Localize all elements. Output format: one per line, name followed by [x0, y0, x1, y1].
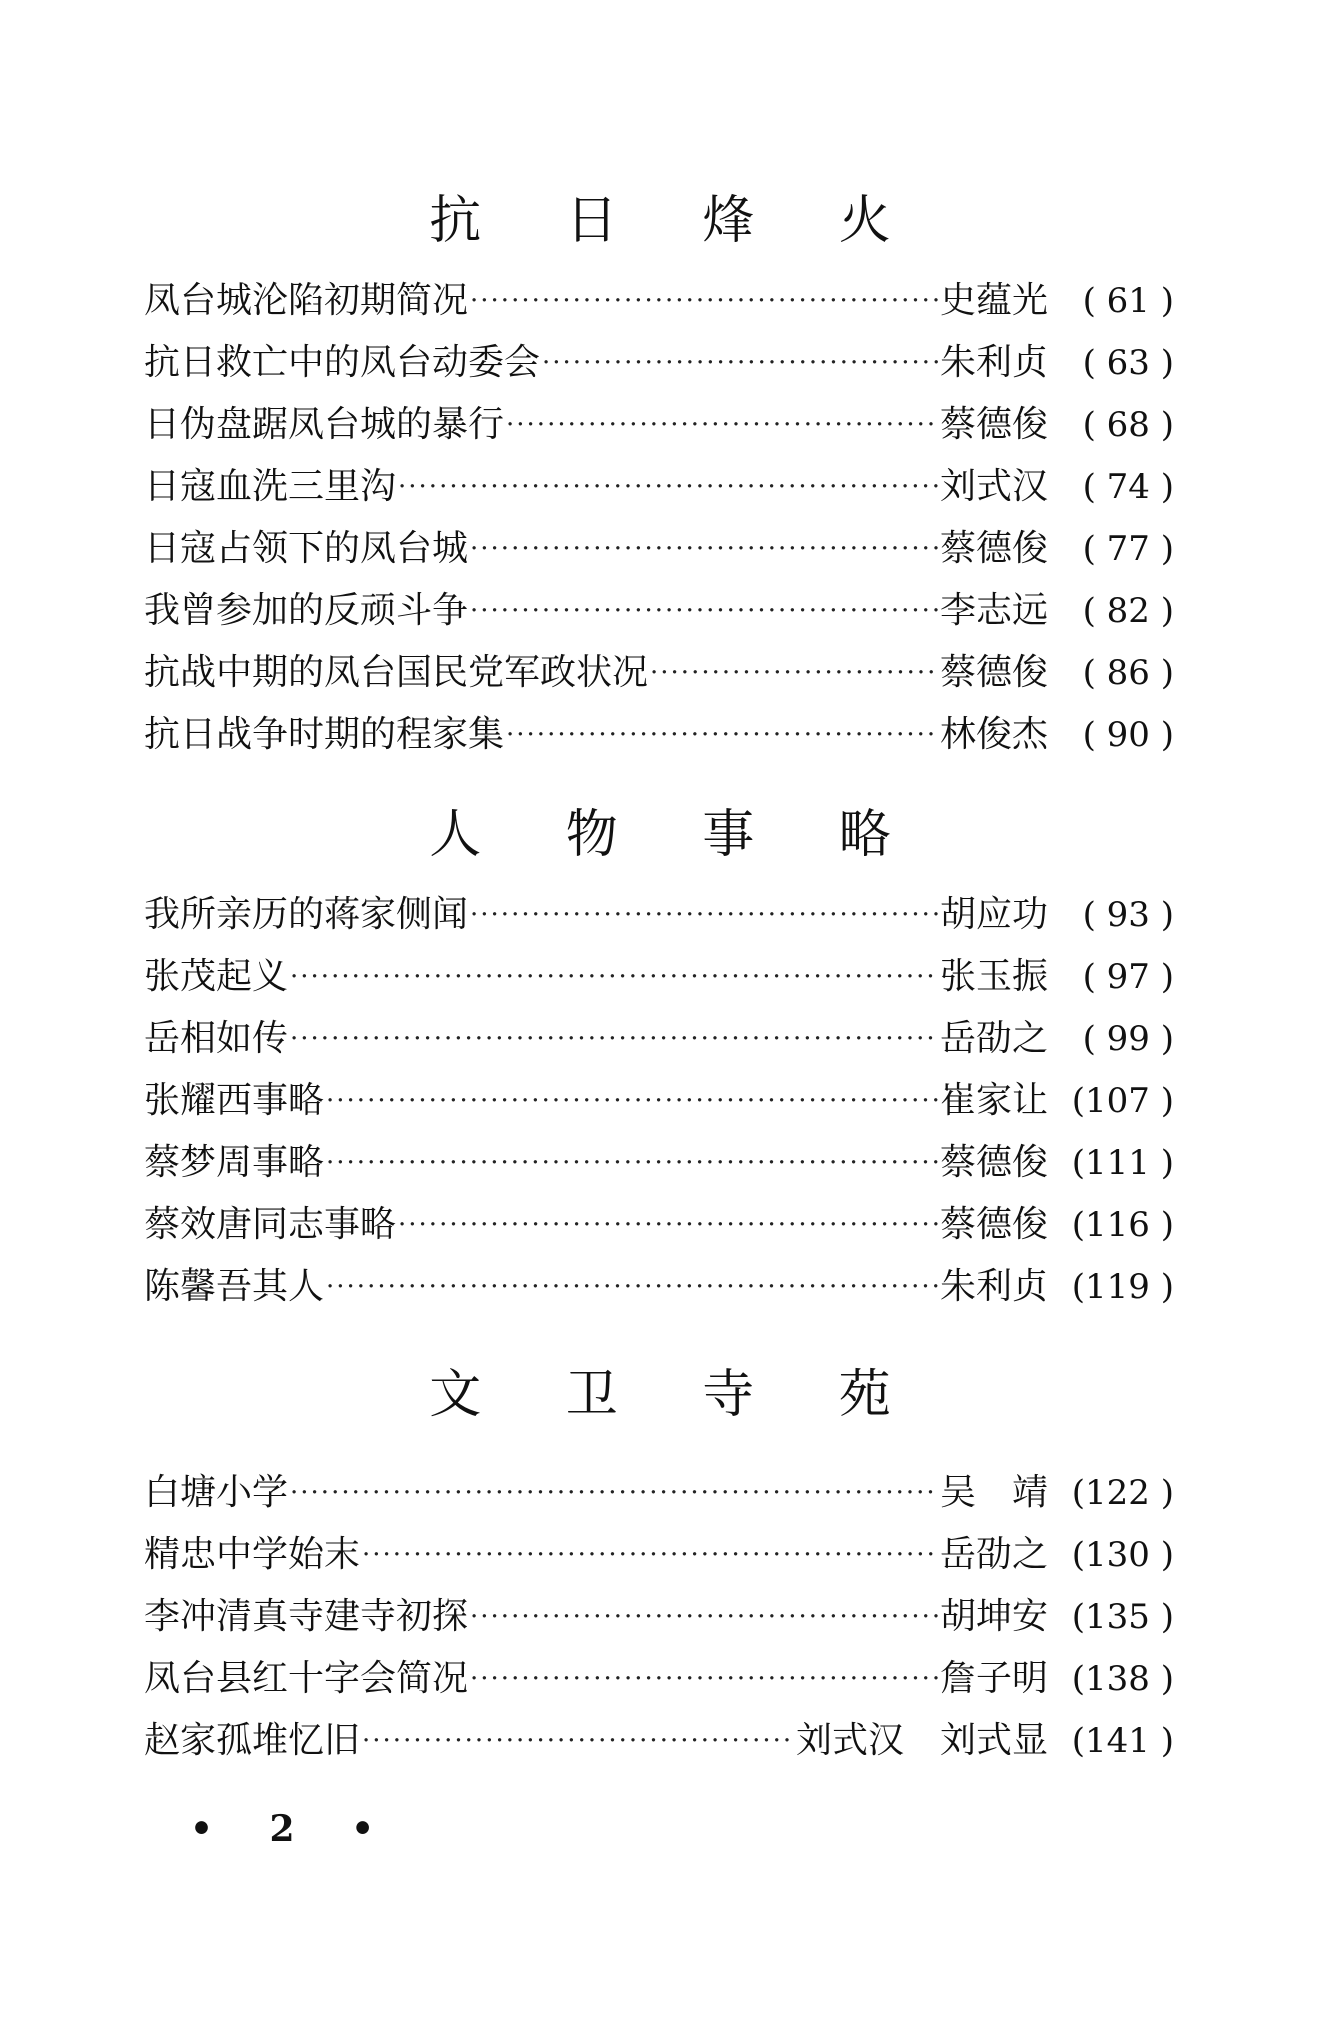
entry-title: 凤台县红十字会简况 — [144, 1658, 469, 1699]
entry-title: 日伪盘踞凤台城的暴行 — [144, 404, 505, 445]
entry-title: 我曾参加的反顽斗争 — [144, 590, 469, 631]
leader-dots — [650, 642, 938, 704]
toc-entry[interactable] — [144, 1648, 1174, 1710]
entry-page: (138 ) — [1071, 1659, 1174, 1699]
toc-entry[interactable] — [144, 1132, 1174, 1194]
toc-entry[interactable] — [144, 1194, 1174, 1256]
entry-author: 林俊杰 — [939, 714, 1048, 755]
entry-page: ( 74 ) — [1082, 467, 1174, 507]
toc-list-renwu — [144, 884, 1174, 1318]
entry-page: (141 ) — [1071, 1721, 1174, 1761]
entry-page: ( 61 ) — [1082, 281, 1174, 321]
entry-author: 李志远 — [939, 590, 1048, 631]
entry-author: 刘式汉 刘式显 — [795, 1720, 1048, 1761]
entry-title: 我所亲历的蒋家侧闻 — [144, 894, 469, 935]
entry-title: 李冲清真寺建寺初探 — [144, 1596, 469, 1637]
section-title-kangri: 抗 日 烽 火 — [429, 191, 925, 251]
toc-entry[interactable] — [144, 518, 1174, 580]
entry-author: 蔡德俊 — [939, 404, 1048, 445]
entry-author: 胡坤安 — [939, 1596, 1048, 1637]
entry-page: ( 93 ) — [1082, 895, 1174, 935]
entry-author: 岳劭之 — [939, 1534, 1048, 1575]
entry-title: 凤台城沦陷初期简况 — [144, 280, 469, 321]
toc-entry[interactable] — [144, 1008, 1174, 1070]
toc-entry[interactable] — [144, 580, 1174, 642]
entry-author: 岳劭之 — [939, 1018, 1048, 1059]
entry-author: 吴 靖 — [939, 1472, 1048, 1513]
toc-entry[interactable] — [144, 456, 1174, 518]
entry-page: (119 ) — [1071, 1267, 1174, 1307]
entry-page: (107 ) — [1071, 1081, 1174, 1121]
section-title-wenwei: 文 卫 寺 苑 — [429, 1365, 925, 1425]
entry-author: 蔡德俊 — [939, 1204, 1048, 1245]
toc-entry[interactable] — [144, 1710, 1174, 1772]
leader-dots — [290, 1462, 938, 1524]
entry-author: 张玉振 — [939, 956, 1048, 997]
entry-author: 詹子明 — [939, 1658, 1048, 1699]
toc-entry[interactable] — [144, 884, 1174, 946]
leader-dots — [326, 1132, 938, 1194]
leader-dots — [506, 704, 938, 766]
entry-author: 刘式汉 — [939, 466, 1048, 507]
entry-title: 抗战中期的凤台国民党军政状况 — [144, 652, 649, 693]
leader-dots — [398, 456, 938, 518]
entry-page: ( 63 ) — [1082, 343, 1174, 383]
entry-author: 蔡德俊 — [939, 528, 1048, 569]
entry-title: 日寇占领下的凤台城 — [144, 528, 469, 569]
toc-entry[interactable] — [144, 270, 1174, 332]
entry-author: 朱利贞 — [939, 342, 1048, 383]
entry-page: (122 ) — [1071, 1473, 1174, 1513]
leader-dots — [398, 1194, 938, 1256]
leader-dots — [470, 580, 938, 642]
toc-entry[interactable] — [144, 332, 1174, 394]
toc-entry[interactable] — [144, 1070, 1174, 1132]
toc-entry[interactable] — [144, 1462, 1174, 1524]
leader-dots — [362, 1524, 938, 1586]
entry-page: ( 86 ) — [1082, 653, 1174, 693]
entry-page: (111 ) — [1071, 1143, 1174, 1183]
entry-title: 张茂起义 — [144, 956, 289, 997]
entry-title: 张耀西事略 — [144, 1080, 325, 1121]
entry-page: ( 68 ) — [1082, 405, 1174, 445]
entry-title: 岳相如传 — [144, 1018, 289, 1059]
entry-page: ( 82 ) — [1082, 591, 1174, 631]
leader-dots — [290, 1008, 938, 1070]
entry-page: ( 77 ) — [1082, 529, 1174, 569]
section-title-renwu: 人 物 事 略 — [429, 805, 925, 865]
toc-entry[interactable] — [144, 642, 1174, 704]
leader-dots — [470, 884, 938, 946]
toc-entry[interactable] — [144, 704, 1174, 766]
entry-title: 白塘小学 — [144, 1472, 289, 1513]
entry-author: 朱利贞 — [939, 1266, 1048, 1307]
entry-title: 日寇血洗三里沟 — [144, 466, 397, 507]
leader-dots — [542, 332, 938, 394]
toc-entry[interactable] — [144, 1256, 1174, 1318]
entry-title: 蔡梦周事略 — [144, 1142, 325, 1183]
toc-entry[interactable] — [144, 946, 1174, 1008]
page-number: • 2 • — [190, 1808, 397, 1850]
toc-entry[interactable] — [144, 1524, 1174, 1586]
entry-page: (116 ) — [1071, 1205, 1174, 1245]
entry-page: (135 ) — [1071, 1597, 1174, 1637]
entry-page: (130 ) — [1071, 1535, 1174, 1575]
entry-author: 蔡德俊 — [939, 1142, 1048, 1183]
entry-page: ( 97 ) — [1082, 957, 1174, 997]
leader-dots — [362, 1710, 794, 1772]
leader-dots — [326, 1256, 938, 1318]
entry-title: 赵家孤堆忆旧 — [144, 1720, 361, 1761]
leader-dots — [470, 1648, 938, 1710]
entry-title: 陈馨吾其人 — [144, 1266, 325, 1307]
entry-title: 精忠中学始末 — [144, 1534, 361, 1575]
toc-list-wenwei — [144, 1462, 1174, 1772]
leader-dots — [506, 394, 938, 456]
leader-dots — [470, 270, 938, 332]
leader-dots — [290, 946, 938, 1008]
entry-title: 蔡效唐同志事略 — [144, 1204, 397, 1245]
entry-author: 史蕴光 — [939, 280, 1048, 321]
entry-author: 蔡德俊 — [939, 652, 1048, 693]
entry-page: ( 90 ) — [1082, 715, 1174, 755]
toc-entry[interactable] — [144, 1586, 1174, 1648]
leader-dots — [470, 518, 938, 580]
entry-title: 抗日救亡中的凤台动委会 — [144, 342, 541, 383]
leader-dots — [470, 1586, 938, 1648]
toc-list-kangri — [144, 270, 1174, 766]
entry-title: 抗日战争时期的程家集 — [144, 714, 505, 755]
toc-entry[interactable] — [144, 394, 1174, 456]
entry-page: ( 99 ) — [1082, 1019, 1174, 1059]
entry-author: 胡应功 — [939, 894, 1048, 935]
leader-dots — [326, 1070, 938, 1132]
entry-author: 崔家让 — [939, 1080, 1048, 1121]
